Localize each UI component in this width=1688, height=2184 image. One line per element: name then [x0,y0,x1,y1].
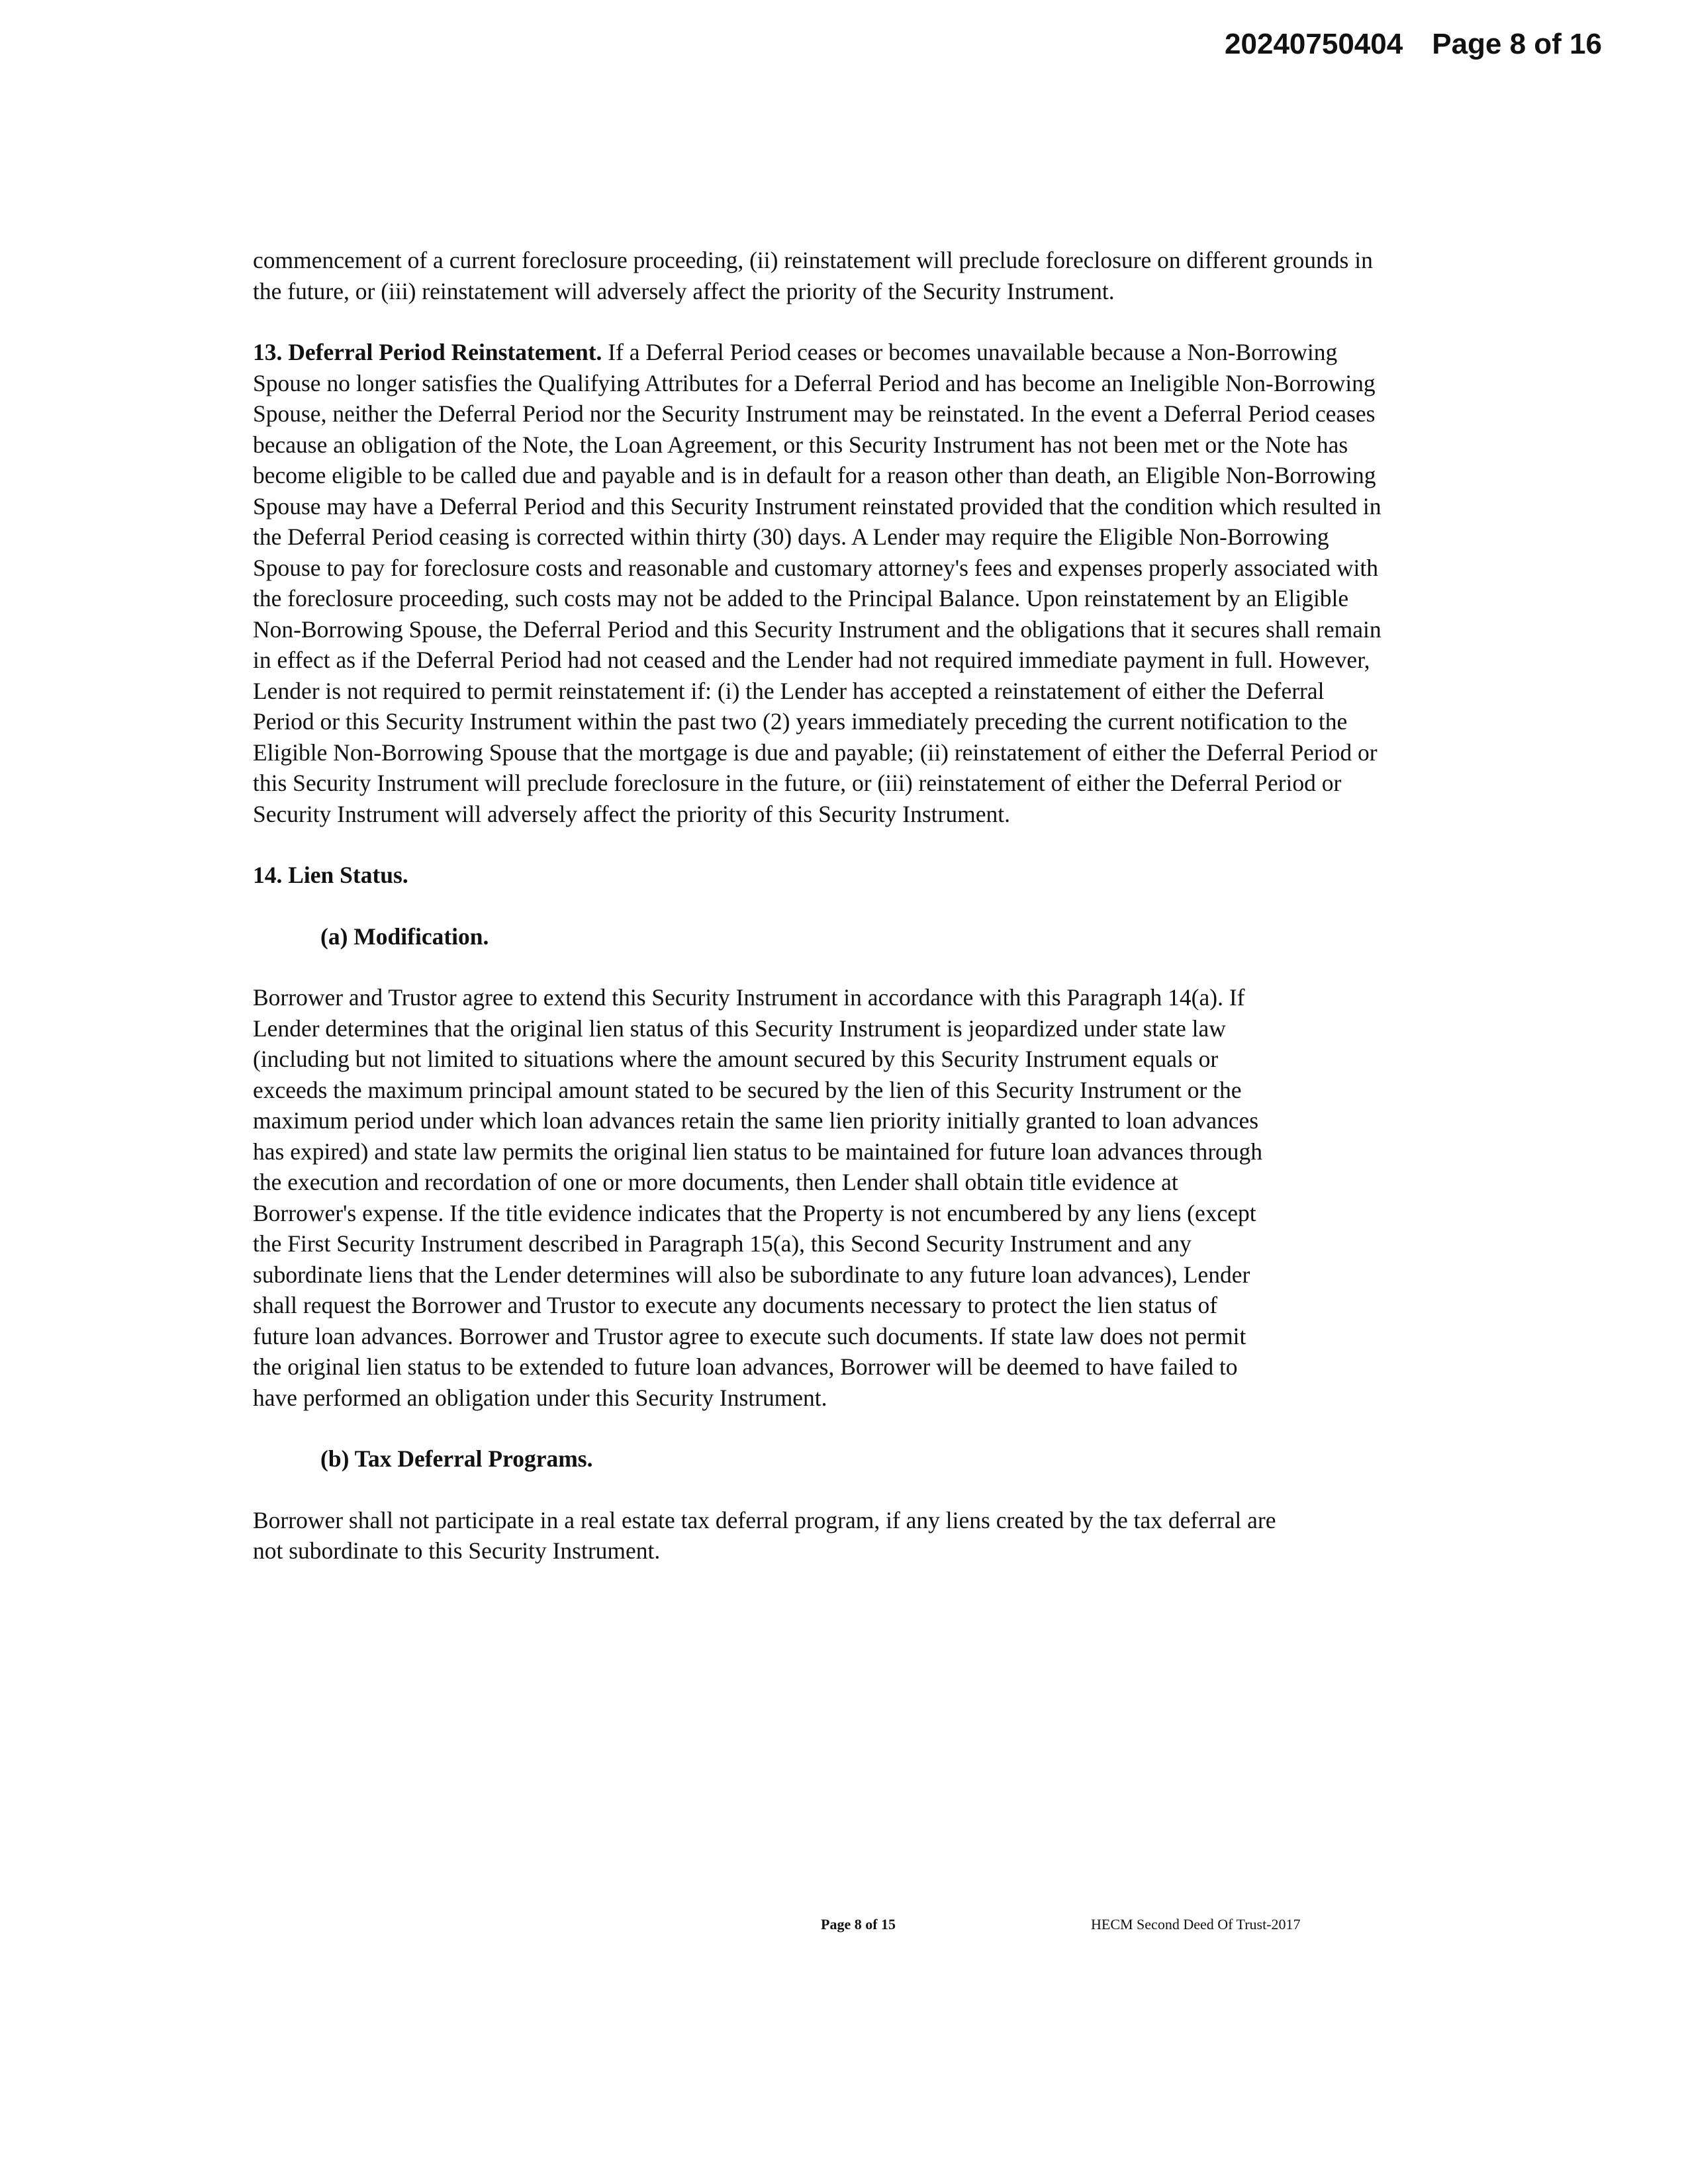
section-13-text: If a Deferral Period ceases or becomes unavailable because a Non-Borrowing Spouse no longer satisfies the Qualifying Attributes for a Deferral Period and has become an Ineligible Non-Borrowing Spouse, neither the Deferral Period nor the Security Instrument may be reinstated. In the event a Deferral Period ceases because an obligation of the Note, the Loan Agreement, or this Security Instrument has not been met or the Note has become eligible to be called due and payable and is in default for a reason other than death, an Eligible Non-Borrowing Spouse may have a Deferral Period and this Security Instrument reinstated provided that the condition which resulted in the Deferral Period ceasing is corrected within thirty (30) days. A Lender may require the Eligible Non-Borrowing Spouse to pay for foreclosure costs and reasonable and customary attorney's fees and expenses properly associated with the foreclosure proceeding, such costs may not be added to the Principal Balance. Upon reinstatement by an Eligible Non-Borrowing Spouse, the Deferral Period and this Security Instrument and the obligations that it secures shall remain in effect as if the Deferral Period had not ceased and the Lender had not required immediate payment in full. However, Lender is not required to permit reinstatement if: (i) the Lender has accepted a reinstatement of either the Deferral Period or this Security Instrument within the past two (2) years immediately preceding the current notification to the Eligible Non-Borrowing Spouse that the mortgage is due and payable; (ii) reinstatement of either the Deferral Period or this Security Instrument will preclude foreclosure in the future, or (iii) reinstatement of either the Deferral Period or Security Instrument will adversely affect the priority of this Security Instrument. [253,339,1382,827]
subsection-14a-title: (a) Modification. [320,923,489,950]
subsection-14b [320,1443,1391,1475]
document-body [253,245,1391,1597]
subsection-14b-title: (b) Tax Deferral Programs. [320,1445,593,1472]
section-13 [253,337,1391,829]
section-13-title: 13. Deferral Period Reinstatement. [253,339,602,365]
footer-form-name: HECM Second Deed Of Trust-2017 [1091,1916,1301,1933]
document-number: 20240750404 [1225,28,1403,60]
continuation-paragraph: commencement of a current foreclosure proceeding, (ii) reinstatement will preclude foreclosure on different grounds in the future, or (iii) reinstatement will adversely affect the priority of the Security Instrument. [253,247,1373,304]
stamp-page-label: Page 8 of 16 [1432,28,1602,60]
recording-stamp [1225,28,1602,61]
subsection-14a [320,921,1391,952]
footer-page-number: Page 8 of 15 [821,1916,896,1933]
subsection-14b-text: Borrower shall not participate in a real estate tax deferral program, if any liens created by the tax deferral are not subordinate to this Security Instrument. [253,1506,1276,1564]
section-14-title: 14. Lien Status. [253,862,408,888]
subsection-14a-text: Borrower and Trustor agree to extend this Security Instrument in accordance with this Paragraph 14(a). If Lender determines that the original lien status of this Security Instrument is jeopardized under state law (including but not limited to situations where the amount secured by this Security Instrument equals or exceeds the maximum principal amount stated to be secured by the lien of this Security Instrument or the maximum period under which loan advances retain the same lien priority initially granted to loan advances has expired) and state law permits the original lien status to be maintained for future loan advances through the execution and recordation of one or more documents, then Lender shall obtain title evidence at Borrower's expense. If the title evidence indicates that the Property is not encumbered by any liens (except the First Security Instrument described in Paragraph 15(a), this Second Security Instrument and any subordinate liens that the Lender determines will also be subordinate to any future loan advances), Lender shall request the Borrower and Trustor to execute any documents necessary to protect the lien status of future loan advances. Borrower and Trustor agree to execute such documents. If state law does not permit the original lien status to be extended to future loan advances, Borrower will be deemed to have failed to have performed an obligation under this Security Instrument. [253,984,1263,1411]
